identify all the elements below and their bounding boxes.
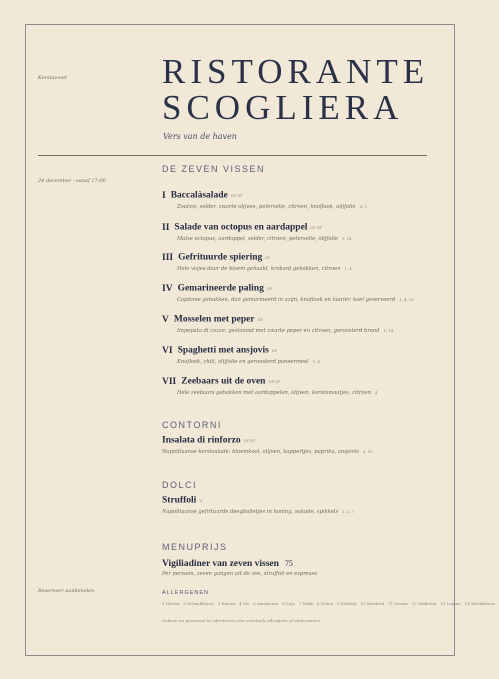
allergen-codes: 1, 4, 10 bbox=[399, 296, 414, 302]
dish-description: Capitone gebakken, dan gemarineerd in azijn, knoflook en laurier, koel geserveerd bbox=[177, 296, 396, 303]
diet-codes: DF bbox=[265, 255, 271, 260]
dish-name: Insalata di rinforzo bbox=[162, 435, 241, 446]
fish-course-item bbox=[162, 283, 432, 304]
diet-codes: DF bbox=[257, 317, 263, 322]
course-number: I bbox=[162, 190, 166, 201]
diet-codes: DF bbox=[266, 286, 273, 291]
menu-price-item bbox=[162, 558, 432, 578]
dish-name: Baccalàsalade bbox=[170, 190, 228, 201]
diet-codes: V bbox=[199, 498, 202, 503]
allergen-codes: 9, 14 bbox=[341, 235, 352, 241]
allergen-entry: 13 Lupine bbox=[440, 601, 461, 606]
allergen-entry: 14 Weekdieren bbox=[464, 601, 496, 606]
allergen-entry: 11 Sesam bbox=[388, 601, 408, 606]
allergen-list bbox=[162, 601, 496, 607]
dolci-item bbox=[162, 495, 432, 516]
diet-codes: GF DF bbox=[268, 379, 281, 384]
dish-name: Zeebaars uit de oven bbox=[181, 376, 266, 387]
dish-description: Hele zeebaars gebakken met aardappelen, olijven, kerstomaatjes, citroen bbox=[177, 389, 371, 396]
allergen-entry: 9 Selderij bbox=[337, 601, 357, 606]
allergen-entry: 3 Schaaldieren bbox=[183, 601, 214, 606]
allergen-codes: 1, 3, 7 bbox=[342, 508, 355, 514]
diet-codes: GF DF bbox=[310, 225, 323, 230]
diet-codes: GF DF bbox=[243, 438, 256, 443]
course-number: IV bbox=[162, 283, 173, 294]
allergen-entry: 4 Vis bbox=[239, 601, 250, 606]
dish-name: Mosselen met peper bbox=[173, 314, 255, 325]
section-title-dolci: DOLCI bbox=[162, 480, 198, 490]
side-label: Kerstavond bbox=[38, 75, 67, 81]
allergen-codes: 4, 10 bbox=[362, 448, 373, 454]
contorni-item bbox=[162, 435, 432, 456]
fish-course-item bbox=[162, 190, 432, 211]
allergen-codes: 1, 4 bbox=[312, 358, 320, 364]
allergens-title: ALLERGENEN bbox=[162, 590, 209, 596]
date-line: 24 december · vanaf 17:00 bbox=[38, 178, 106, 184]
dish-name: Gemarineerde paling bbox=[177, 283, 264, 294]
header-divider bbox=[38, 155, 427, 156]
fish-course-item bbox=[162, 345, 432, 366]
tagline: Vers van de haven bbox=[163, 132, 237, 141]
diet-codes: DF bbox=[271, 348, 278, 353]
course-number: V bbox=[162, 314, 169, 325]
course-number: VI bbox=[162, 345, 173, 356]
footer-side-note: Reserveer aanbevolen bbox=[38, 588, 95, 594]
dish-name: Spaghetti met ansjovis bbox=[177, 345, 269, 356]
allergen-codes: 4, 9 bbox=[359, 203, 367, 209]
dish-description: Napolitaanse kerstsalade: bloemkool, olijven, kappertjes, paprika, ansjovis bbox=[162, 448, 359, 455]
menu-price: 75 bbox=[284, 559, 293, 568]
allergen-entry: 10 Mosterd bbox=[360, 601, 385, 606]
diet-codes: GF DF bbox=[230, 193, 243, 198]
dish-name: Struffoli bbox=[162, 495, 197, 506]
section-title-vissen: DE ZEVEN VISSEN bbox=[162, 164, 266, 174]
fish-course-item bbox=[162, 252, 432, 273]
allergen-entry: 7 Melk bbox=[298, 601, 313, 606]
dish-name: Salade van octopus en aardappel bbox=[174, 222, 308, 233]
fish-course-item bbox=[162, 222, 432, 243]
allergen-codes: 1, 14 bbox=[383, 327, 394, 333]
dish-description: Impepata di cozze: gestoomd met zwarte peper en citroen, geroosterd brood bbox=[177, 327, 380, 334]
allergen-entry: 3 Eieren bbox=[217, 601, 236, 606]
restaurant-title-line2: SCOGLIERA bbox=[162, 88, 404, 127]
menu-name: Vigiliadiner van zeven vissen bbox=[162, 559, 279, 569]
fish-course-item bbox=[162, 376, 432, 397]
menu-description: Per persoon, zeven gangen uit de zee, struffoli en espresso bbox=[162, 571, 318, 577]
fish-course-item bbox=[162, 314, 432, 335]
course-number: VII bbox=[162, 376, 177, 387]
restaurant-title-line1: RISTORANTE bbox=[162, 52, 430, 91]
allergen-entry: 1 Gluten bbox=[162, 601, 180, 606]
dish-description: Hele visjes door de bloem gehaald, krokant gebakken, citroen bbox=[177, 265, 341, 272]
allergen-codes: 4 bbox=[374, 389, 378, 395]
allergen-entry: 6 Soja bbox=[282, 601, 295, 606]
dish-description: Knoflook, chili, olijfolie en geroosterd paneermeel bbox=[177, 358, 309, 365]
allergen-entry: 12 Sulfieten bbox=[411, 601, 437, 606]
dish-description: Napolitaanse gefrituurde deegbolletjes in honing, sukade, spikkels bbox=[162, 508, 339, 515]
course-number: II bbox=[162, 222, 170, 233]
dish-name: Gefrituurde spiering bbox=[178, 252, 263, 263]
allergen-entry: 8 Noten bbox=[316, 601, 334, 606]
dish-description: Zoutvis, selder, zwarte olijven, peterselie, citroen, knoflook, olijfolie bbox=[177, 203, 356, 210]
dish-description: Malse octopus, aardappel, selder, citroen, peterselie, olijfolie bbox=[177, 235, 338, 242]
course-number: III bbox=[162, 252, 174, 263]
allergen-note: Gelieve uw personeel te informeren over eventuele allergieën of intoleranties bbox=[162, 618, 320, 623]
section-title-contorni: CONTORNI bbox=[162, 420, 222, 430]
allergen-entry: 5 Aardnoten bbox=[253, 601, 279, 606]
section-title-menuprijs: MENUPRIJS bbox=[162, 542, 228, 552]
allergen-codes: 1, 4 bbox=[344, 265, 352, 271]
